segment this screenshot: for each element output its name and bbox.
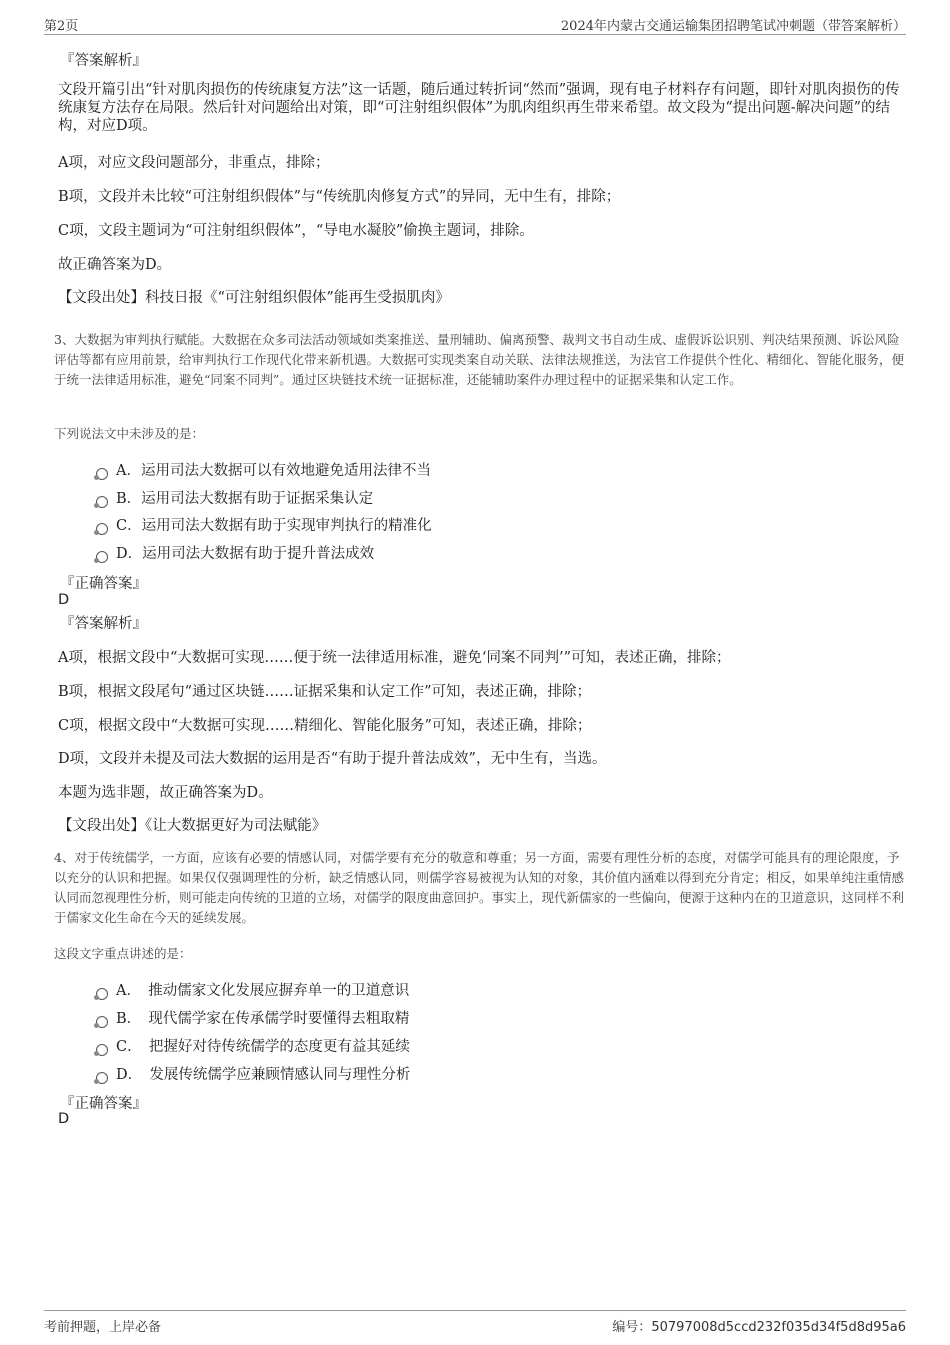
analysis-line: D项，文段并未提及司法大数据的运用是否“有助于提升普法成效”，无中生有，当选。 (58, 751, 607, 767)
radio-icon[interactable] (96, 523, 108, 535)
analysis-title: 『答案解析』 (60, 53, 147, 69)
page-header (44, 14, 906, 35)
option-label: A．运用司法大数据可以有效地避免适用法律不当 (116, 463, 431, 479)
analysis-line: B项，文段并未比较“可注射组织假体”与“传统肌肉修复方式”的异同，无中生有，排除； (58, 189, 621, 205)
option-label: A． 推动儒家文化发展应摒弃单一的卫道意识 (116, 983, 410, 999)
correct-answer: D (58, 592, 70, 608)
option-label: D． 发展传统儒学应兼顾情感认同与理性分析 (116, 1067, 411, 1083)
source-citation: 【文段出处】《让大数据更好为司法赋能》 (58, 818, 327, 834)
correct-answer-title: 『正确答案』 (60, 576, 147, 592)
question-4-stem: 这段文字重点讲述的是： (54, 946, 192, 961)
radio-icon[interactable] (96, 1016, 108, 1028)
document-code (612, 1316, 906, 1335)
document-code-label: 编号： (612, 1320, 652, 1335)
option-label: B． 现代儒学家在传承儒学时要懂得去粗取精 (116, 1011, 410, 1027)
analysis-line: 本题为选非题，故正确答案为D。 (58, 785, 273, 801)
option-label: B．运用司法大数据有助于证据采集认定 (116, 491, 374, 507)
analysis-paragraph: 文段开篇引出“针对肌肉损伤的传统康复方法”这一话题，随后通过转折词“然而”强调，现有电子材料存有问题，即针对肌肉损伤的传统康复方法存在局限。然后针对问题给出对策，即“可注射组织假体”为肌肉组织再生带来希望。故文段为“提出问题-解决问题”的结构，对应D项。 (58, 82, 900, 134)
radio-icon[interactable] (96, 551, 108, 563)
correct-answer: D (58, 1111, 70, 1127)
option-a[interactable] (96, 459, 431, 480)
option-label: C．运用司法大数据有助于实现审判执行的精准化 (116, 518, 432, 534)
option-b[interactable] (96, 1007, 409, 1028)
option-d[interactable] (96, 542, 374, 563)
analysis-line: B项，根据文段尾句“通过区块链……证据采集和认定工作”可知，表述正确，排除； (58, 684, 591, 700)
source-citation: 【文段出处】科技日报《“可注射组织假体”能再生受损肌肉》 (58, 290, 450, 306)
radio-icon[interactable] (96, 468, 108, 480)
analysis-line: A项，对应文段问题部分，非重点，排除； (58, 155, 330, 171)
question-3-stem: 下列说法文中未涉及的是： (54, 426, 205, 441)
correct-answer-title: 『正确答案』 (60, 1096, 147, 1112)
option-label: D．运用司法大数据有助于提升普法成效 (116, 546, 375, 562)
analysis-title: 『答案解析』 (60, 616, 147, 632)
page-footer (44, 1310, 906, 1335)
radio-icon[interactable] (96, 988, 108, 1000)
option-a[interactable] (96, 979, 409, 1000)
radio-icon[interactable] (96, 1044, 108, 1056)
radio-icon[interactable] (96, 1072, 108, 1084)
analysis-line: C项，根据文段中“大数据可实现……精细化、智能化服务”可知，表述正确，排除； (58, 718, 592, 734)
question-4-text: 4、对于传统儒学，一方面，应该有必要的情感认同，对儒学要有充分的敬意和尊重；另一方面，需要有理性分析的态度，对儒学可能具有的理论限度，予以充分的认识和把握。如果仅仅强调理性的分析，缺乏情感认同，则儒学容易被视为认知的对象，其价值内涵难以得到充分肯定；相反，如果单纯注重情感认同而忽视理性分析，则可能走向传统的卫道的立场，对儒学的限度曲意回护。事实上，现代新儒家的一些偏向，便源于这种内在的卫道意识，这同样不利于儒家文化生命在今天的延续发展。 (54, 850, 905, 925)
document-code-value: 50797008d5ccd232f035d34f5d8d95a6 (651, 1320, 906, 1335)
footer-slogan: 考前押题，上岸必备 (44, 1320, 162, 1335)
option-d[interactable] (96, 1063, 410, 1084)
option-c[interactable] (96, 1035, 410, 1056)
page-number: 第2页 (44, 19, 79, 34)
question-3-text: 3、大数据为审判执行赋能。大数据在众多司法活动领域如类案推送、量刑辅助、偏离预警、裁判文书自动生成、虚假诉讼识别、判决结果预测、诉讼风险评估等都有应用前景，给审判执行工作现代化带来新机遇。大数据可实现类案自动关联、法律法规推送，为法官工作提供个性化、精细化、智能化服务，便于统一法律适用标准，避免“同案不同判”。通过区块链技术统一证据标准，还能辅助案件办理过程中的证据采集和认定工作。 (54, 332, 905, 387)
option-c[interactable] (96, 514, 432, 535)
analysis-line: 故正确答案为D。 (58, 257, 172, 273)
option-b[interactable] (96, 487, 373, 508)
option-label: C． 把握好对待传统儒学的态度更有益其延续 (116, 1039, 410, 1055)
document-title: 2024年内蒙古交通运输集团招聘笔试冲刺题（带答案解析） (560, 19, 906, 34)
analysis-line: C项，文段主题词为“可注射组织假体”，“导电水凝胶”偷换主题词，排除。 (58, 223, 534, 239)
radio-icon[interactable] (96, 496, 108, 508)
analysis-line: A项，根据文段中“大数据可实现……便于统一法律适用标准，避免‘同案不同判’”可知，表述正确，排除； (58, 650, 731, 666)
